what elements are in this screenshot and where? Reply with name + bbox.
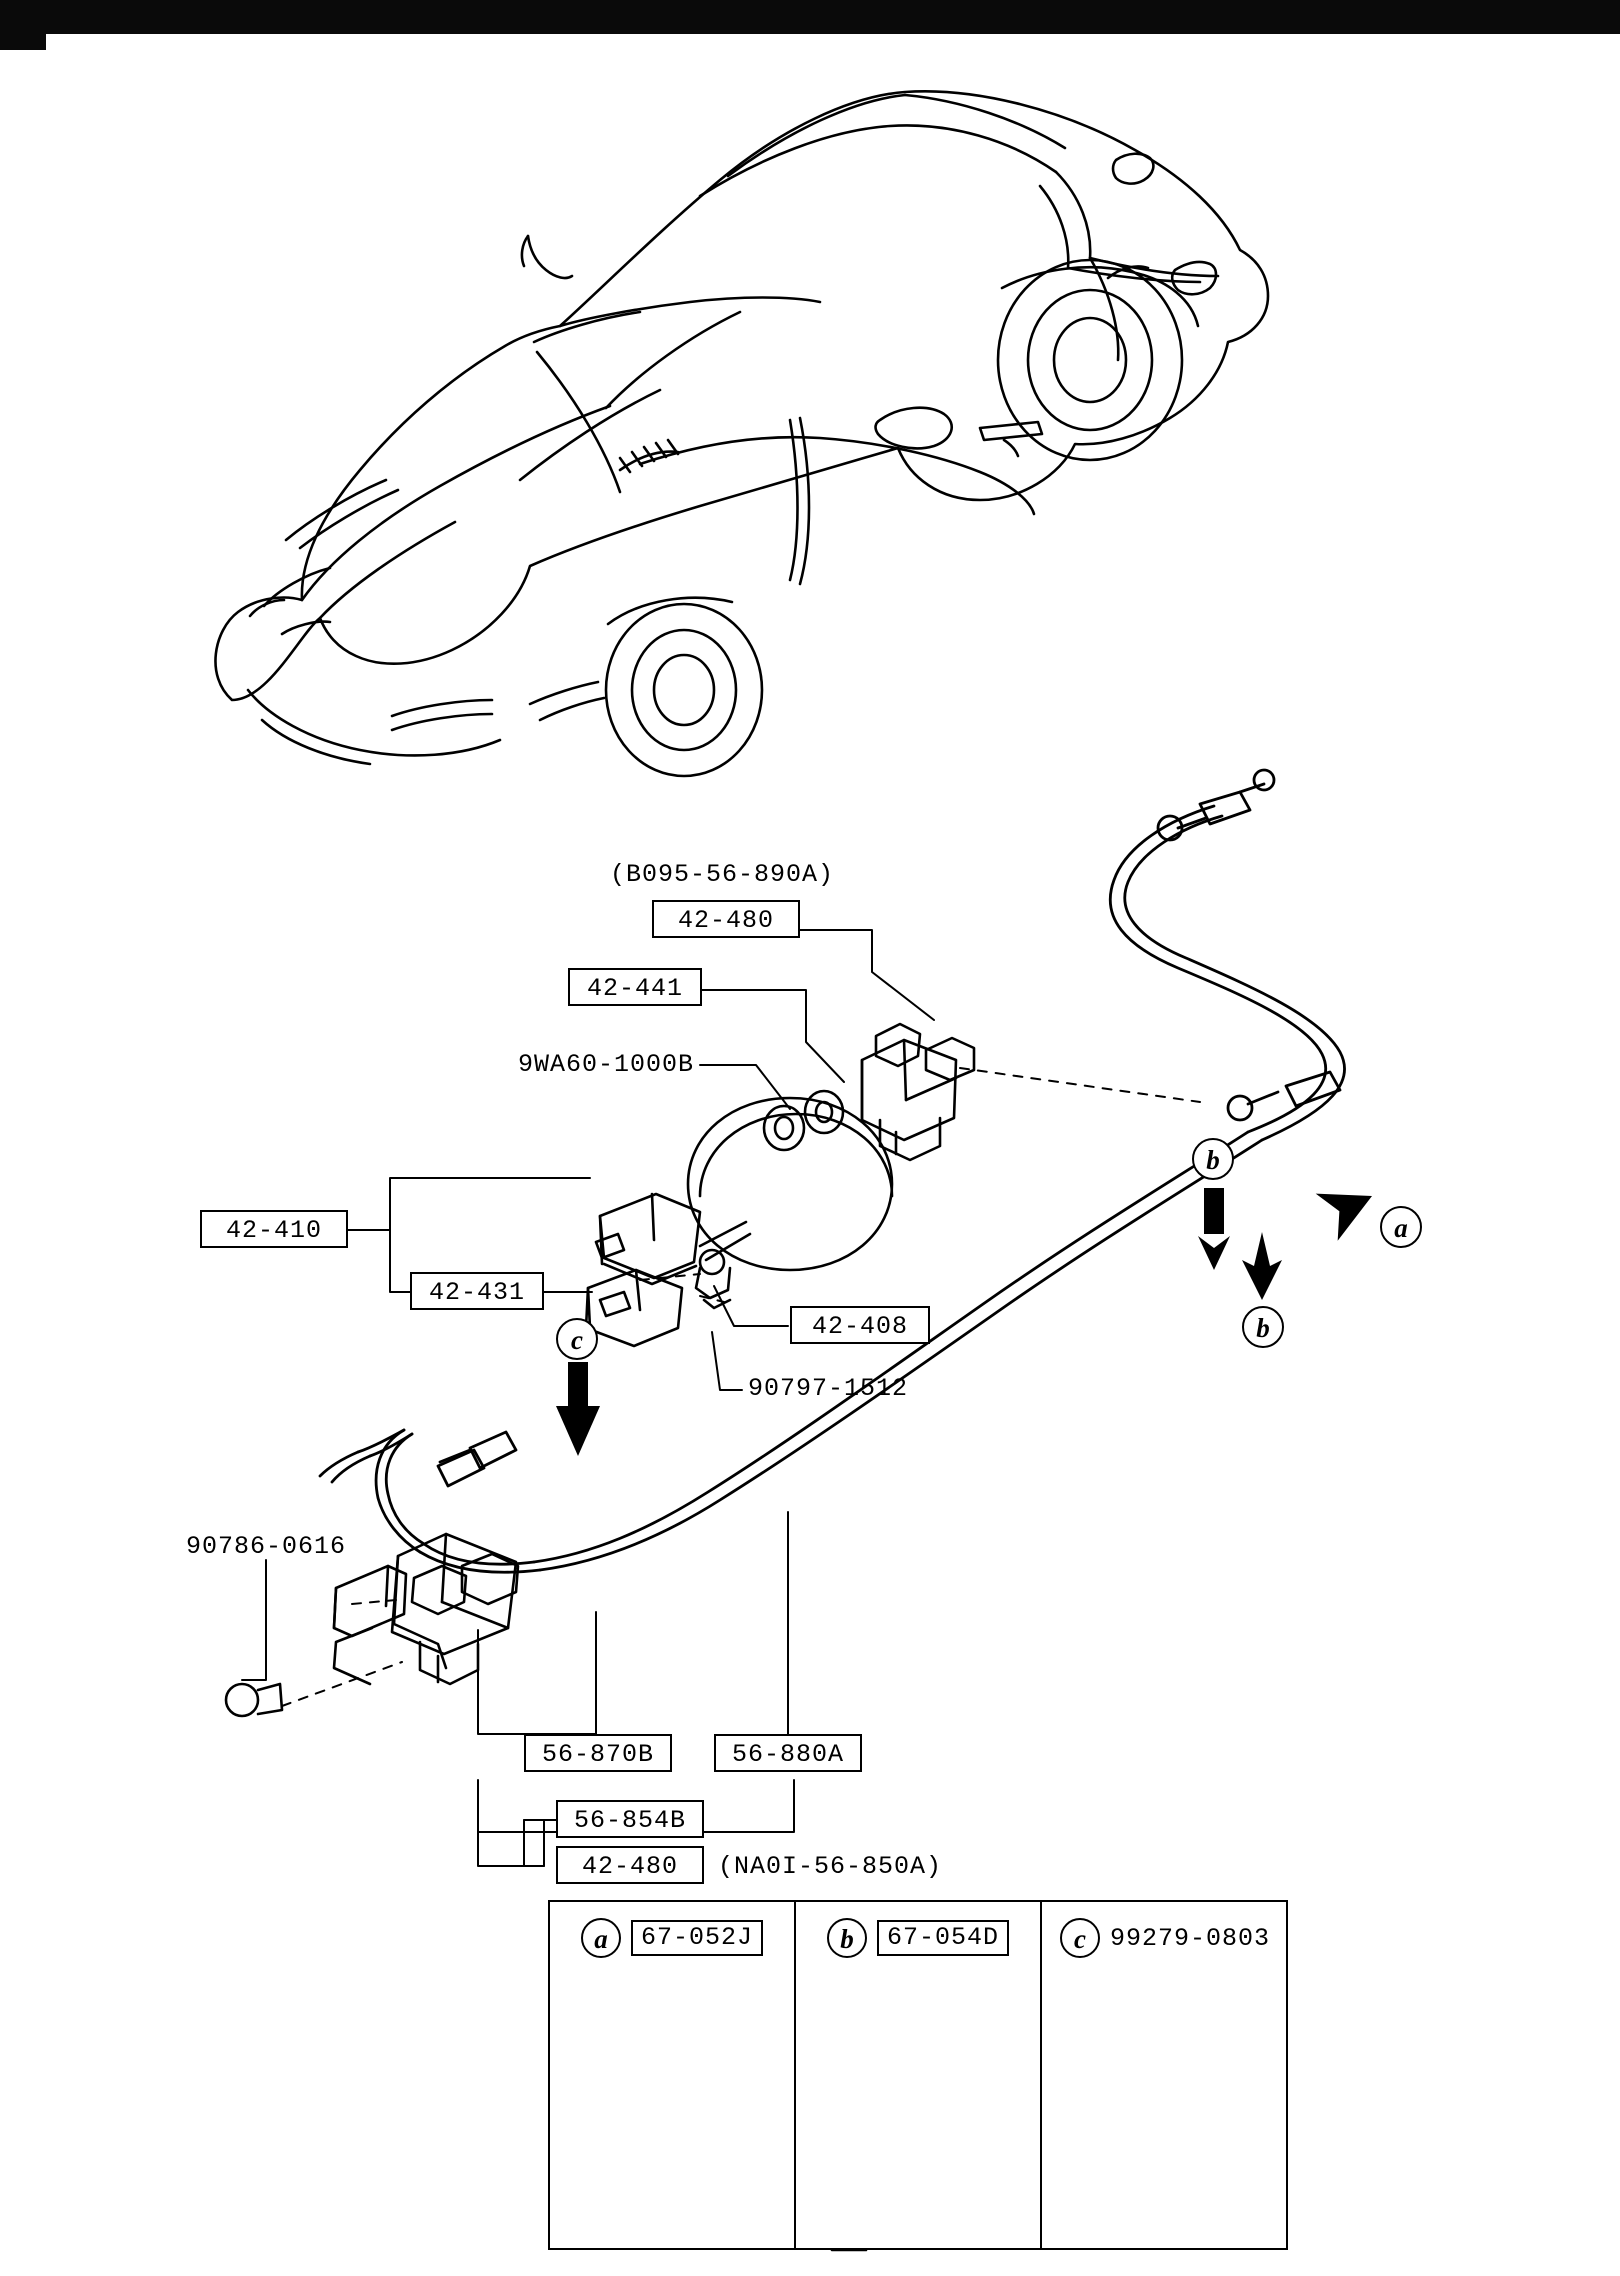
leader-lines — [242, 930, 1200, 1866]
legend-part-67-054d: 67-054D — [877, 1920, 1009, 1956]
callout-56-880a: 56-880A — [714, 1734, 862, 1772]
legend-head-a — [550, 1916, 794, 1960]
callout-42-410: 42-410 — [200, 1210, 348, 1248]
callout-b095-56-890a: (B095-56-890A) — [610, 860, 835, 889]
callout-42-441: 42-441 — [568, 968, 702, 1006]
release-cable-assembly — [320, 770, 1345, 1572]
legend-head-b — [796, 1916, 1040, 1960]
car-illustration — [215, 91, 1268, 776]
legend-part-67-052j: 67-052J — [631, 1920, 763, 1956]
marker-b-lower: b — [1242, 1306, 1284, 1348]
legend-col-c — [1042, 1902, 1288, 2248]
legend-col-b — [796, 1902, 1042, 2248]
legend-head-c — [1042, 1916, 1288, 1960]
callout-90797-1512: 90797-1512 — [748, 1374, 909, 1403]
marker-c: c — [556, 1318, 598, 1360]
lid-latch-unit — [696, 1024, 974, 1308]
callout-56-870b: 56-870B — [524, 1734, 672, 1772]
legend-panel — [548, 1900, 1288, 2250]
callout-56-854b: 56-854B — [556, 1800, 704, 1838]
legend-col-a — [550, 1902, 796, 2248]
legend-marker-c: c — [1060, 1918, 1100, 1958]
legend-part-99279-0803: 99279-0803 — [1109, 1923, 1271, 1953]
marker-a: a — [1380, 1206, 1422, 1248]
legend-marker-a: a — [581, 1918, 621, 1958]
callout-90786-0616: 90786-0616 — [186, 1532, 347, 1561]
callout-42-480-upper: 42-480 — [652, 900, 800, 938]
callout-42-480-lower: 42-480 — [556, 1846, 704, 1884]
callout-42-408: 42-408 — [790, 1306, 930, 1344]
marker-b-upper: b — [1192, 1138, 1234, 1180]
legend-marker-b: b — [827, 1918, 867, 1958]
callout-9wa60-1000b: 9WA60-1000B — [518, 1050, 695, 1079]
callout-42-431: 42-431 — [410, 1272, 544, 1310]
callout-na0i-56-850a: (NA0I-56-850A) — [718, 1852, 943, 1881]
